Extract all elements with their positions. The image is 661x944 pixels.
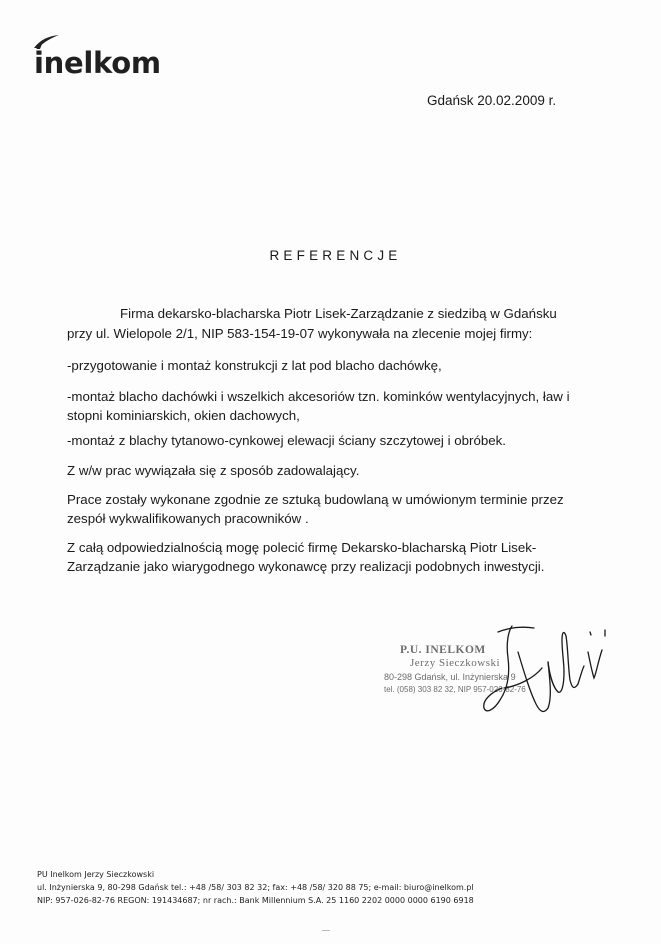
stamp-phone-nip: tel. (058) 303 82 32, NIP 957-026-82-76: [384, 685, 526, 694]
footer-contact: ul. Inżynierska 9, 80-298 Gdańsk tel.: +48 /58/ 303 82 32; fax: +48 /58/ 320 88 75; e-mail: biuro@inelkom.pl: [37, 883, 474, 892]
stamp-owner-name: Jerzy Sieczkowski: [410, 657, 501, 669]
handwritten-signature: [478, 622, 608, 737]
paragraph-line: Zarządzanie jako wiarygodnego wykonawcę przy realizacji podobnych inwestycji.: [67, 559, 545, 574]
paragraph-line: -montaż blacho dachówki i wszelkich akcesoriów tzn. kominków wentylacyjnych, ław i: [67, 389, 570, 404]
letter-footer: [37, 868, 474, 907]
footer-registration: NIP: 957-026-82-76 REGON: 191434687; nr rach.: Bank Millennium S.A. 25 1160 2202 0000 0000 6190 6918: [37, 896, 474, 905]
signature-block: [360, 622, 620, 722]
logo-text: inelkom: [34, 46, 161, 80]
paragraph-line: zespół wykwalifikowanych pracowników .: [67, 511, 309, 526]
letter-date: Gdańsk 20.02.2009 r.: [427, 93, 557, 108]
paragraph-line: -montaż z blachy tytanowo-cynkowej elewacji ściany szczytowej i obróbek.: [67, 433, 506, 448]
stamp-company-name: P.U. INELKOM: [400, 644, 486, 656]
paragraph-line: Z w/w prac wywiązała się z sposób zadowalający.: [67, 463, 360, 478]
paragraph-line: stopni kominiarskich, okien dachowych,: [67, 408, 300, 423]
paragraph-line: przy ul. Wielopole 2/1, NIP 583-154-19-07 wykonywała na zlecenie mojej firmy:: [67, 326, 533, 341]
letter-heading: REFERENCJE: [269, 248, 402, 263]
paragraph-line: Firma dekarsko-blacharska Piotr Lisek-Zarządzanie z siedzibą w Gdańsku: [120, 306, 557, 321]
paragraph-line: -przygotowanie i montaż konstrukcji z lat pod blacho dachówkę,: [67, 358, 442, 373]
stamp-address: 80-298 Gdańsk, ul. Inżynierska 9: [384, 672, 516, 682]
scan-mark: [322, 930, 330, 931]
paragraph-line: Z całą odpowiedzialnością mogę polecić firmę Dekarsko-blacharską Piotr Lisek-: [67, 540, 537, 555]
footer-company-name: PU Inelkom Jerzy Sieczkowski: [37, 870, 155, 879]
paragraph-line: Prace zostały wykonane zgodnie ze sztuką budowlaną w umówionym terminie przez: [67, 492, 564, 507]
company-logo: [30, 30, 180, 86]
